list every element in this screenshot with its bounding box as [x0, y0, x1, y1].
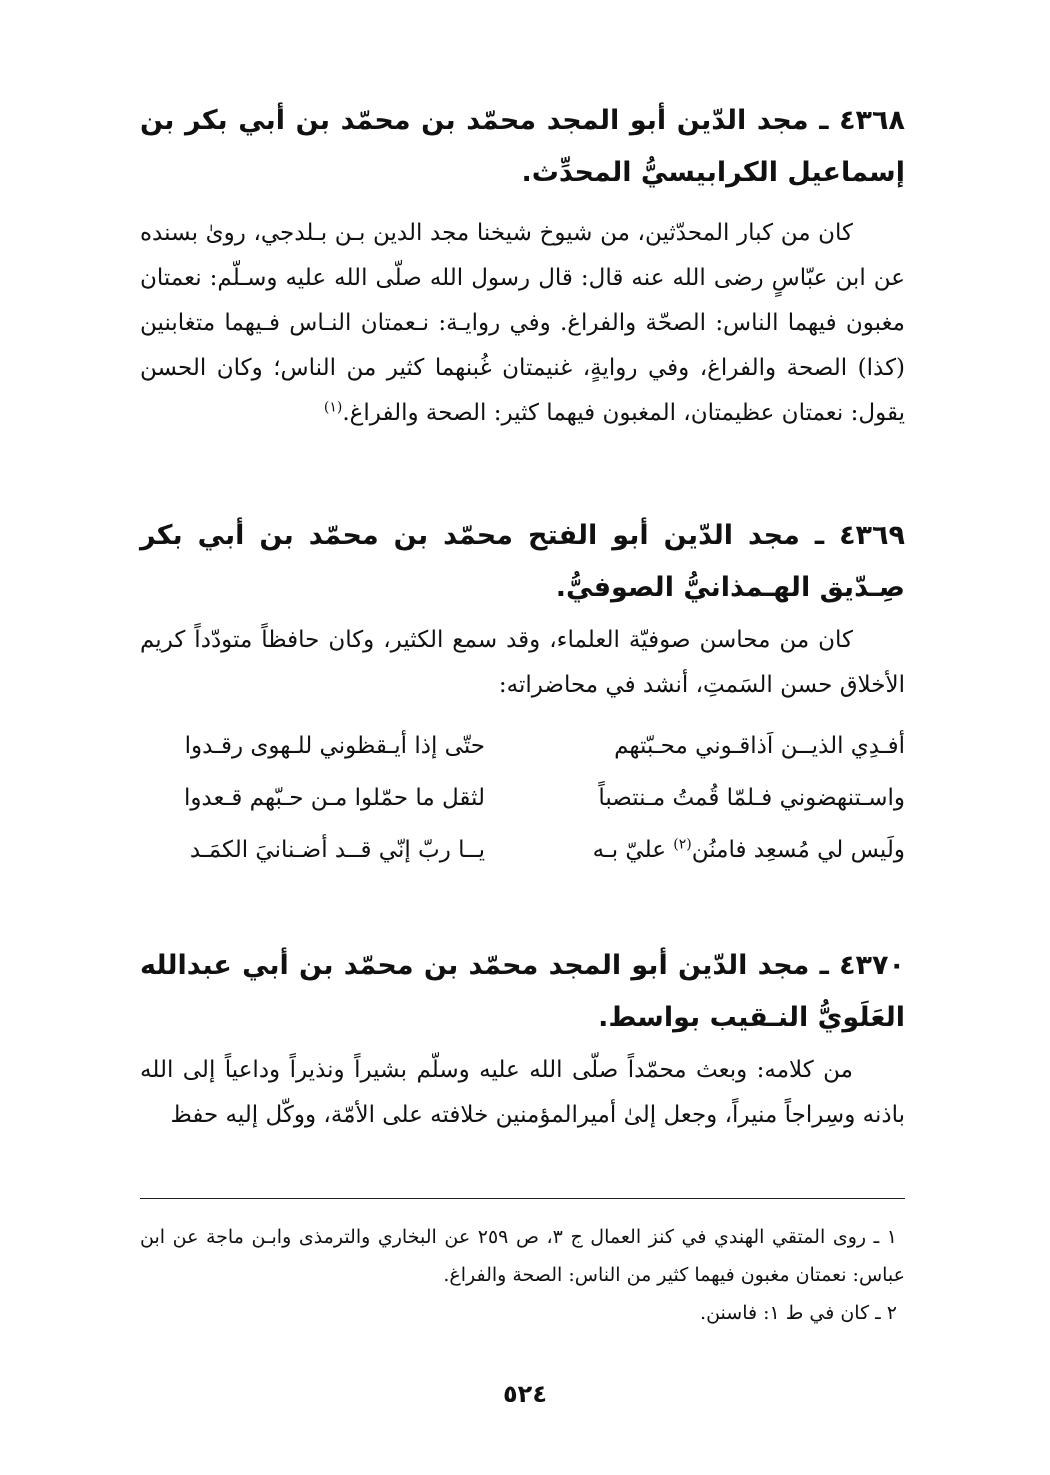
- entry-heading: ٤٣٧٠ ـ مجد الدّين أبو المجد محمّد بن محمّد بن أبي عبدالله العَلَويُّ النـقيب بواسط.: [140, 950, 905, 1033]
- footnote-2: ٢ ـ كان في ط ١: فاسنن.: [700, 1302, 897, 1324]
- footnote-reference: (٢): [673, 836, 692, 853]
- footnote-divider: [140, 1198, 905, 1199]
- entry-body: [140, 211, 905, 436]
- entry-4370: [140, 940, 905, 1138]
- poem-first-hemistich-start: ولَيس لي مُسعِد فامنُن: [691, 837, 905, 863]
- entry-4369: [140, 510, 905, 876]
- poem-first-hemistich: [560, 824, 905, 876]
- poem-first-hemistich: أفـدِي الذيــن اَذاقـوني محـبّتهم: [614, 733, 905, 759]
- entry-body: كان من محاسن صوفيّة العلماء، وقد سمع الكثير، وكان حافظاً متودّداً كريم الأخلاق حسن السَمتِ، أنشد في محاضراته:: [140, 627, 905, 698]
- entry-body-text: كان من كبار المحدّثين، من شيوخ شيخنا مجد الدين بـن بـلدجي، روىٰ بسنده عن ابن عبّاسٍ رضى الله عنه قال: قال رسول الله صلّى الله عليه وسـلّم: نعمتان مغبون فيهما الناس: الصحّة والفراغ. وفي روايـة: نـعمتان النـاس فـيهما متغابنين (كذا) الصحة والفراغ، وفي روايةٍ، غنيمتان غُبنهما كثير من الناس؛ وكان الحسن يقول: نعمتان عظيمتان، المغبون فيهما كثير: الصحة والفراغ.: [140, 220, 905, 426]
- footnote-1: ١ ـ روى المتقي الهندي في كنز العمال ج ٣، ص ٢٥٩ عن البخاري والترمذى وابـن ماجة عن ابن عباس: نعمتان مغبون فيهما كثير من الناس: الصحة والفراغ.: [140, 1226, 905, 1286]
- entry-4368: [140, 95, 905, 436]
- poem-line: [140, 720, 905, 772]
- poem-first-hemistich: واسـتنهضوني فـلمّا قُمتُ مـنتصباً: [598, 785, 905, 811]
- poem-second-hemistich: حتّى إذا أيـقظوني للـهوى رقـدوا: [184, 733, 485, 759]
- entry-heading: ٤٣٦٩ ـ مجد الدّين أبو الفتح محمّد بن محمّد بن أبي بكر صِـدّيق الهـمذانيُّ الصوفيُّ.: [140, 520, 905, 603]
- page-number: ٥٢٤: [503, 1380, 547, 1408]
- poem-line: [140, 824, 905, 876]
- poem: [140, 720, 905, 876]
- footnotes: [140, 1218, 905, 1332]
- poem-first-hemistich-end: عليّ بـه: [592, 837, 674, 863]
- footnote-reference: (١): [323, 399, 343, 416]
- entry-heading: ٤٣٦٨ ـ مجد الدّين أبو المجد محمّد بن محمّد بن أبي بكر بن إسماعيل الكرابيسيُّ المحدِّث.: [140, 105, 905, 188]
- entry-body: من كلامه: وبعث محمّداً صلّى الله عليه وسلّم بشيراً ونذيراً وداعياً إلى الله باذنه وسِراجاً منيراً، وجعل إلىٰ أميرالمؤمنين خلافته على الأمّة، ووكّل إليه حفظ: [140, 1057, 905, 1128]
- poem-second-hemistich: يــا ربّ إنّي قــد أضـنانيَ الكمَـد: [189, 837, 485, 863]
- poem-second-hemistich: لثقل ما حمّلوا مـن حـبّهم قـعدوا: [183, 785, 485, 811]
- poem-line: [140, 772, 905, 824]
